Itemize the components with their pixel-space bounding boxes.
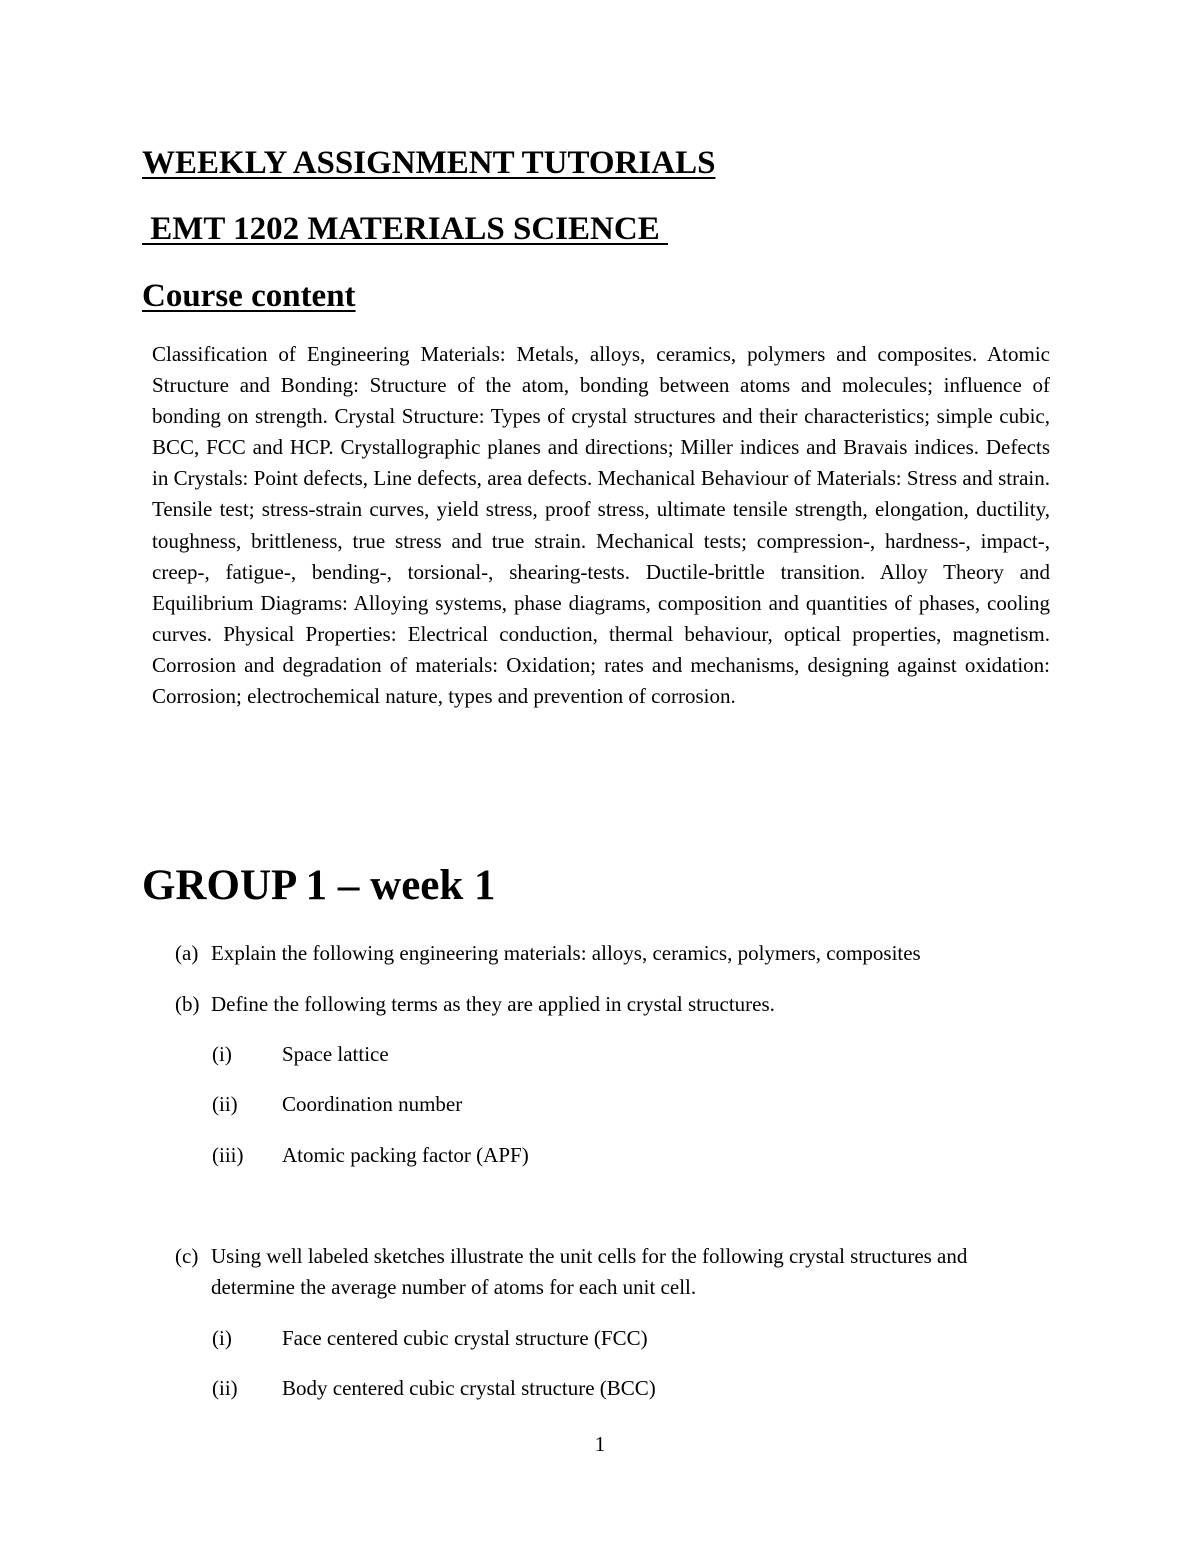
course-title: EMT 1202 MATERIALS SCIENCE (142, 211, 668, 247)
question-label: (b) (175, 992, 200, 1016)
item-label: (ii) (212, 1092, 238, 1116)
question-c-item-ii (212, 1373, 656, 1404)
page-number: 1 (594, 1432, 606, 1456)
item-text: Face centered cubic crystal structure (FCC) (282, 1326, 648, 1350)
question-a (175, 938, 1035, 969)
document-title: WEEKLY ASSIGNMENT TUTORIALS (142, 145, 716, 181)
course-content-paragraph: Classification of Engineering Materials: Metals, alloys, ceramics, polymers and composites. Atomic Structure and Bonding: Structure of the atom, bonding between atoms and molecules; influence of bonding on strength. Crystal Structure: Types of crystal structures and their characteristics; simple cubic, BCC, FCC and HCP. Crystallographic planes and directions; Miller indices and Bravais indices. Defects in Crystals: Point defects, Line defects, area defects. Mechanical Behaviour of Materials: Stress and strain. Tensile test; stress-strain curves, yield stress, proof stress, ultimate tensile strength, elongation, ductility, toughness, brittleness, true stress and true strain. Mechanical tests; compression-, hardness-, impact-, creep-, fatigue-, bending-, torsional-, shearing-tests. Ductile-brittle transition. Alloy Theory and Equilibrium Diagrams: Alloying systems, phase diagrams, composition and quantities of phases, cooling curves. Physical Properties: Electrical conduction, thermal behaviour, optical properties, magnetism. Corrosion and degradation of materials: Oxidation; rates and mechanisms, designing against oxidation: Corrosion; electrochemical nature, types and prevention of corrosion. (152, 342, 1050, 709)
item-label: (i) (212, 1042, 232, 1066)
question-label: (a) (175, 941, 199, 965)
question-label: (c) (175, 1244, 199, 1268)
question-text: Explain the following engineering materials: alloys, ceramics, polymers, composites (211, 941, 921, 965)
question-b-item-iii (212, 1140, 529, 1171)
item-text: Atomic packing factor (APF) (282, 1143, 529, 1167)
item-label: (iii) (212, 1143, 244, 1167)
course-content-heading: Course content (142, 278, 356, 314)
question-b-item-ii (212, 1089, 462, 1120)
question-c-item-i (212, 1323, 648, 1354)
item-text: Coordination number (282, 1092, 463, 1116)
question-text: Using well labeled sketches illustrate the unit cells for the following crystal structures and determine the average number of atoms for each unit cell. (211, 1244, 968, 1299)
item-text: Space lattice (282, 1042, 389, 1066)
question-b-item-i (212, 1039, 389, 1070)
group-heading: GROUP 1 – week 1 (142, 862, 496, 909)
question-c (175, 1241, 1035, 1303)
question-text: Define the following terms as they are applied in crystal structures. (211, 992, 775, 1016)
item-text: Body centered cubic crystal structure (BCC) (282, 1376, 656, 1400)
item-label: (ii) (212, 1376, 238, 1400)
item-label: (i) (212, 1326, 232, 1350)
question-b (175, 989, 1035, 1020)
